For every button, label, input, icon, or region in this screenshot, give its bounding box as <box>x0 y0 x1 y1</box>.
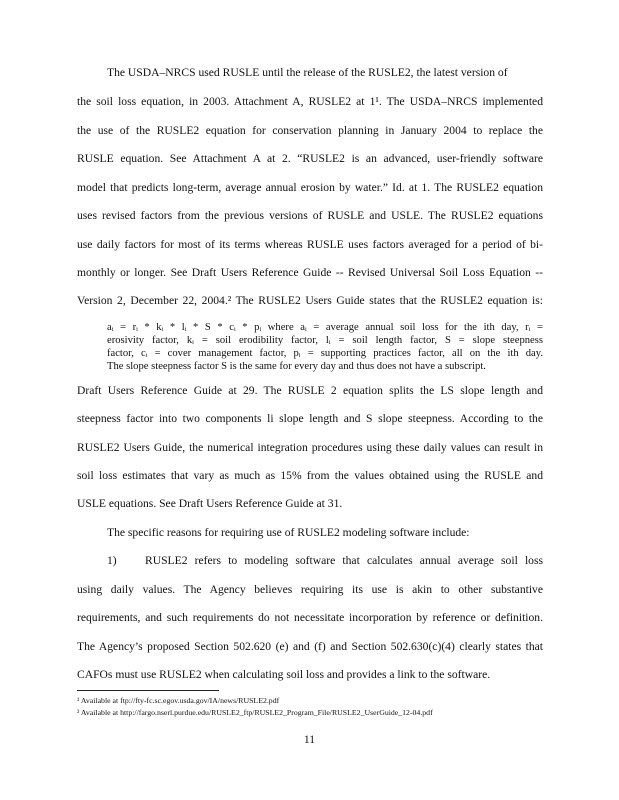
p3-line: The specific reasons for requiring use of RUSLE2 modeling software include: <box>107 526 470 539</box>
item1-line-2: using daily values. The Agency believes requiring its use is akin to other substantive <box>77 583 543 596</box>
p1-line-5: model that predicts long-term, average annual erosion by water.” Id. at 1. The RUSLE2 equation <box>77 181 543 194</box>
p2-line-1: Draft Users Reference Guide at 29. The RUSLE 2 equation splits the LS slope length and <box>77 384 543 397</box>
item1-line-3: requirements, and such requirements do not necessitate incorporation by reference or definition. <box>77 611 543 624</box>
p2-line-2: steepness factor into two components li slope length and S slope steepness. According to the <box>77 412 543 425</box>
footnote-rule <box>77 690 219 691</box>
quote-line-4: The slope steepness factor S is the same for every day and thus does not have a subscript. <box>107 361 486 372</box>
p1-line-2: the soil loss equation, in 2003. Attachment A, RUSLE2 at 1¹. The USDA–NRCS implemented <box>77 95 543 108</box>
quote-line-2: erosivity factor, kᵢ = soil erodibility factor, lᵢ = soil length factor, S = slope steepness <box>107 335 543 346</box>
p1-line-4: RUSLE equation. See Attachment A at 2. “RUSLE2 is an advanced, user-friendly software <box>77 152 543 165</box>
p2-line-4: soil loss estimates that vary as much as 15% from the values obtained using the RUSLE and <box>77 469 543 482</box>
quote-line-1: aᵢ = rᵢ * kᵢ * lᵢ * S * cᵢ * pᵢ where aᵢ = average annual soil loss for the ith day, rᵢ = <box>107 322 543 333</box>
item1-number: 1) <box>107 554 117 567</box>
footnote-1: ¹ Available at ftp://fty-fc.sc.egov.usda.gov/IA/news/RUSLE2.pdf <box>77 696 280 705</box>
p1-line-9: Version 2, December 22, 2004.² The RUSLE2 Users Guide states that the RUSLE2 equation is: <box>77 294 543 307</box>
footnote-2: ² Available at http://fargo.nserl.purdue.edu/RUSLE2_ftp/RUSLE2_Program_File/RUSLE2_UserGuide_12-04.pdf <box>77 708 433 717</box>
item1-line-4: The Agency’s proposed Section 502.620 (e) and (f) and Section 502.630(c)(4) clearly states that <box>77 640 543 653</box>
item1-line-1: RUSLE2 refers to modeling software that calculates annual average soil loss <box>145 554 543 567</box>
item1-line-5: CAFOs must use RUSLE2 when calculating soil loss and provides a link to the software. <box>77 668 491 681</box>
quote-line-3: factor, cᵢ = cover management factor, pᵢ = supporting practices factor, all on the ith day. <box>107 348 543 359</box>
p1-line-7: use daily factors for most of its terms whereas RUSLE uses factors averaged for a period of bi- <box>77 238 543 251</box>
p1-line-8: monthly or longer. See Draft Users Reference Guide -- Revised Universal Soil Loss Equation -- <box>77 266 543 279</box>
p1-line-3: the use of the RUSLE2 equation for conservation planning in January 2004 to replace the <box>77 124 543 137</box>
p2-line-3: RUSLE2 Users Guide, the numerical integration procedures using these daily values can result in <box>77 441 543 454</box>
page-number: 11 <box>303 733 316 746</box>
p1-line-6: uses revised factors from the previous versions of RUSLE and USLE. The RUSLE2 equations <box>77 209 543 222</box>
p1-line-1: The USDA–NRCS used RUSLE until the release of the RUSLE2, the latest version of <box>107 66 508 79</box>
p2-line-5: USLE equations. See Draft Users Reference Guide at 31. <box>77 497 343 510</box>
